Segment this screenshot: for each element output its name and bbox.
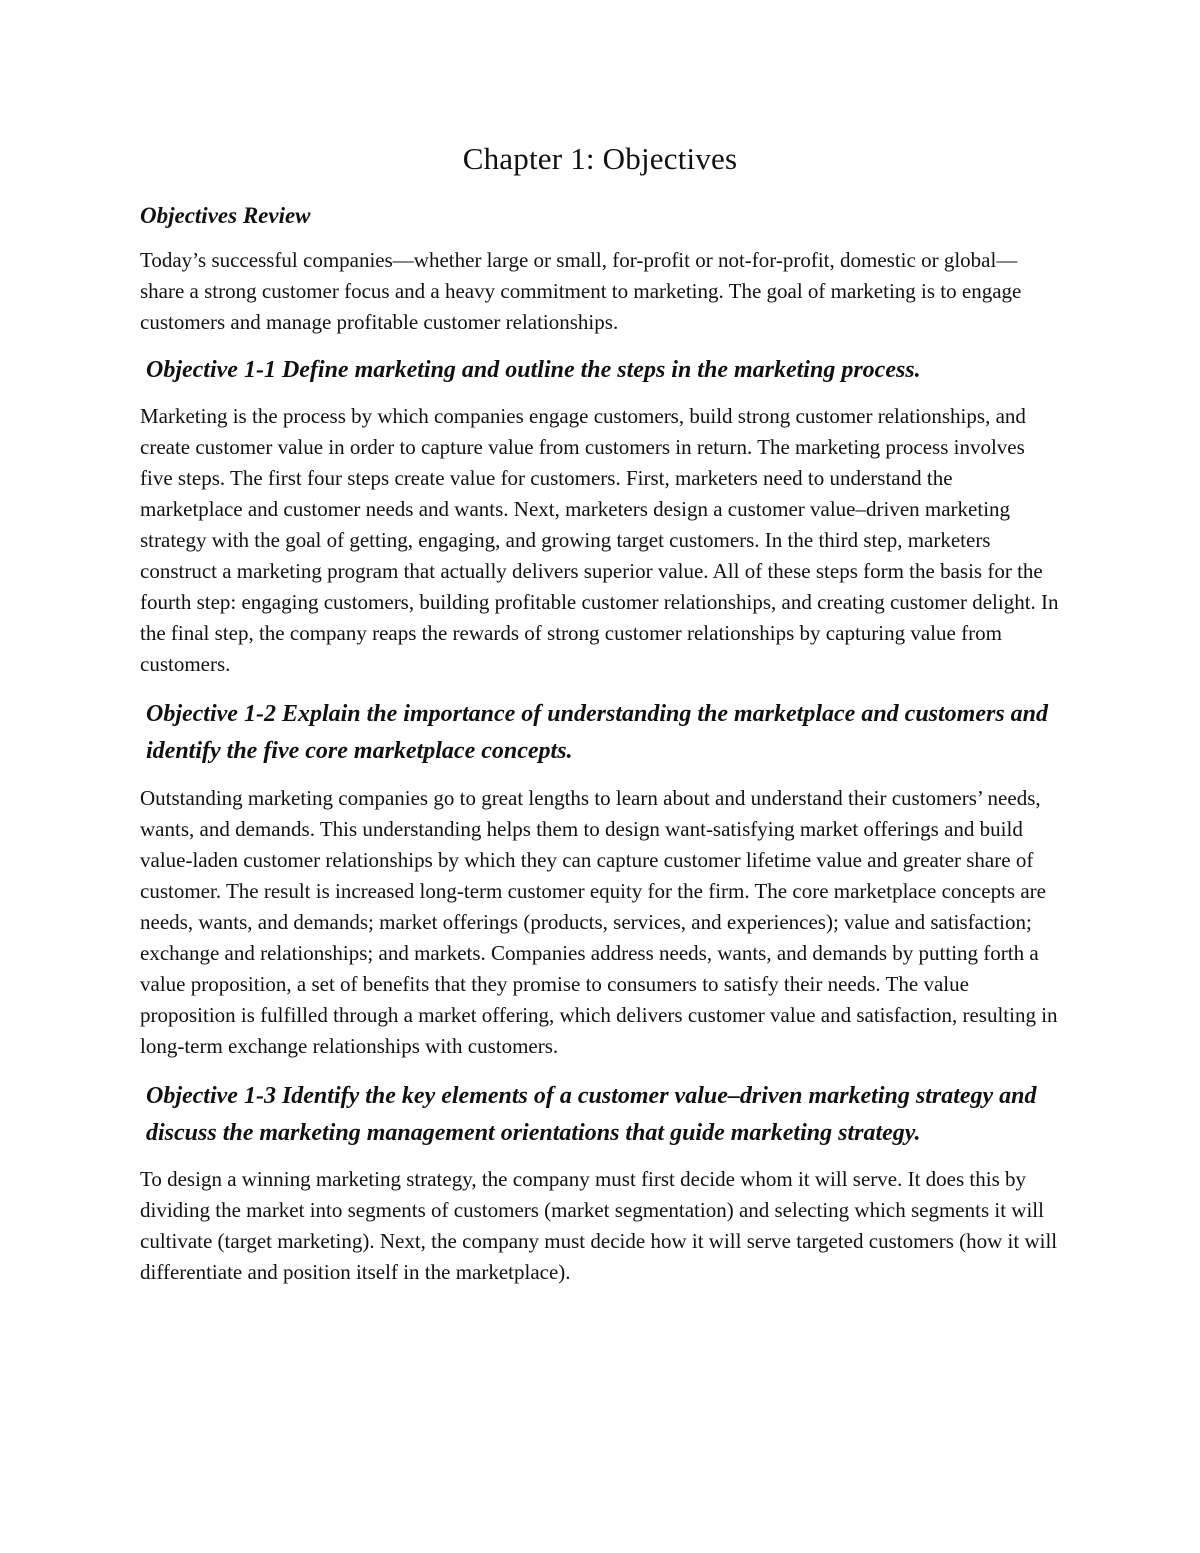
objective-1-3-heading: Objective 1-3 Identify the key elements of a customer value–driven marketing strategy and discuss the marketing management orientations that guide marketing strategy. (146, 1082, 1037, 1146)
chapter-title: Chapter 1: Objectives (462, 141, 738, 176)
objective-1-1-heading: Objective 1-1 Define marketing and outline the steps in the marketing process. (146, 357, 921, 384)
objective-1-1-paragraph: Marketing is the process by which companies engage customers, build strong customer relationships, and create customer value in order to capture value from customers in return. The marketing process involves five steps. The first four steps create value for customers. First, marketers need to understand the marketplace and customer needs and wants. Next, marketers design a customer value–driven marketing strategy with the goal of getting, engaging, and growing target customers. In the third step, marketers construct a marketing program that actually delivers superior value. All of these steps form the basis for the fourth step: engaging customers, building profitable customer relationships, and creating customer delight. In the final step, the company reaps the rewards of strong customer relationships by capturing value from customers. (140, 404, 1059, 677)
objectives-review-heading: Objectives Review (140, 203, 311, 229)
objective-1-2-paragraph: Outstanding marketing companies go to great lengths to learn about and understand their customers’ needs, wants, and demands. This understanding helps them to design want-satisfying market offerings and build value-laden customer relationships by which they can capture customer lifetime value and greater share of customer. The result is increased long-term customer equity for the firm. The core marketplace concepts are needs, wants, and demands; market offerings (products, services, and experiences); value and satisfaction; exchange and relationships; and markets. Companies address needs, wants, and demands by putting forth a value proposition, a set of benefits that they promise to consumers to satisfy their needs. The value proposition is fulfilled through a market offering, which delivers customer value and satisfaction, resulting in long-term exchange relationships with customers. (140, 785, 1058, 1058)
document-page (140, 140, 1060, 1304)
objective-1-3-paragraph: To design a winning marketing strategy, the company must first decide whom it will serve. It does this by dividing the market into segments of customers (market segmentation) and selecting which segments it will cultivate (target marketing). Next, the company must decide how it will serve targeted customers (how it will differentiate and position itself in the marketplace). (140, 1167, 1058, 1285)
objective-1-2-heading: Objective 1-2 Explain the importance of understanding the marketplace and customers and identify the five core marketplace concepts. (146, 701, 1049, 765)
objectives-review-paragraph: Today’s successful companies—whether large or small, for-profit or not-for-profit, domestic or global—share a strong customer focus and a heavy commitment to marketing. The goal of marketing is to engage customers and manage profitable customer relationships. (140, 248, 1022, 335)
